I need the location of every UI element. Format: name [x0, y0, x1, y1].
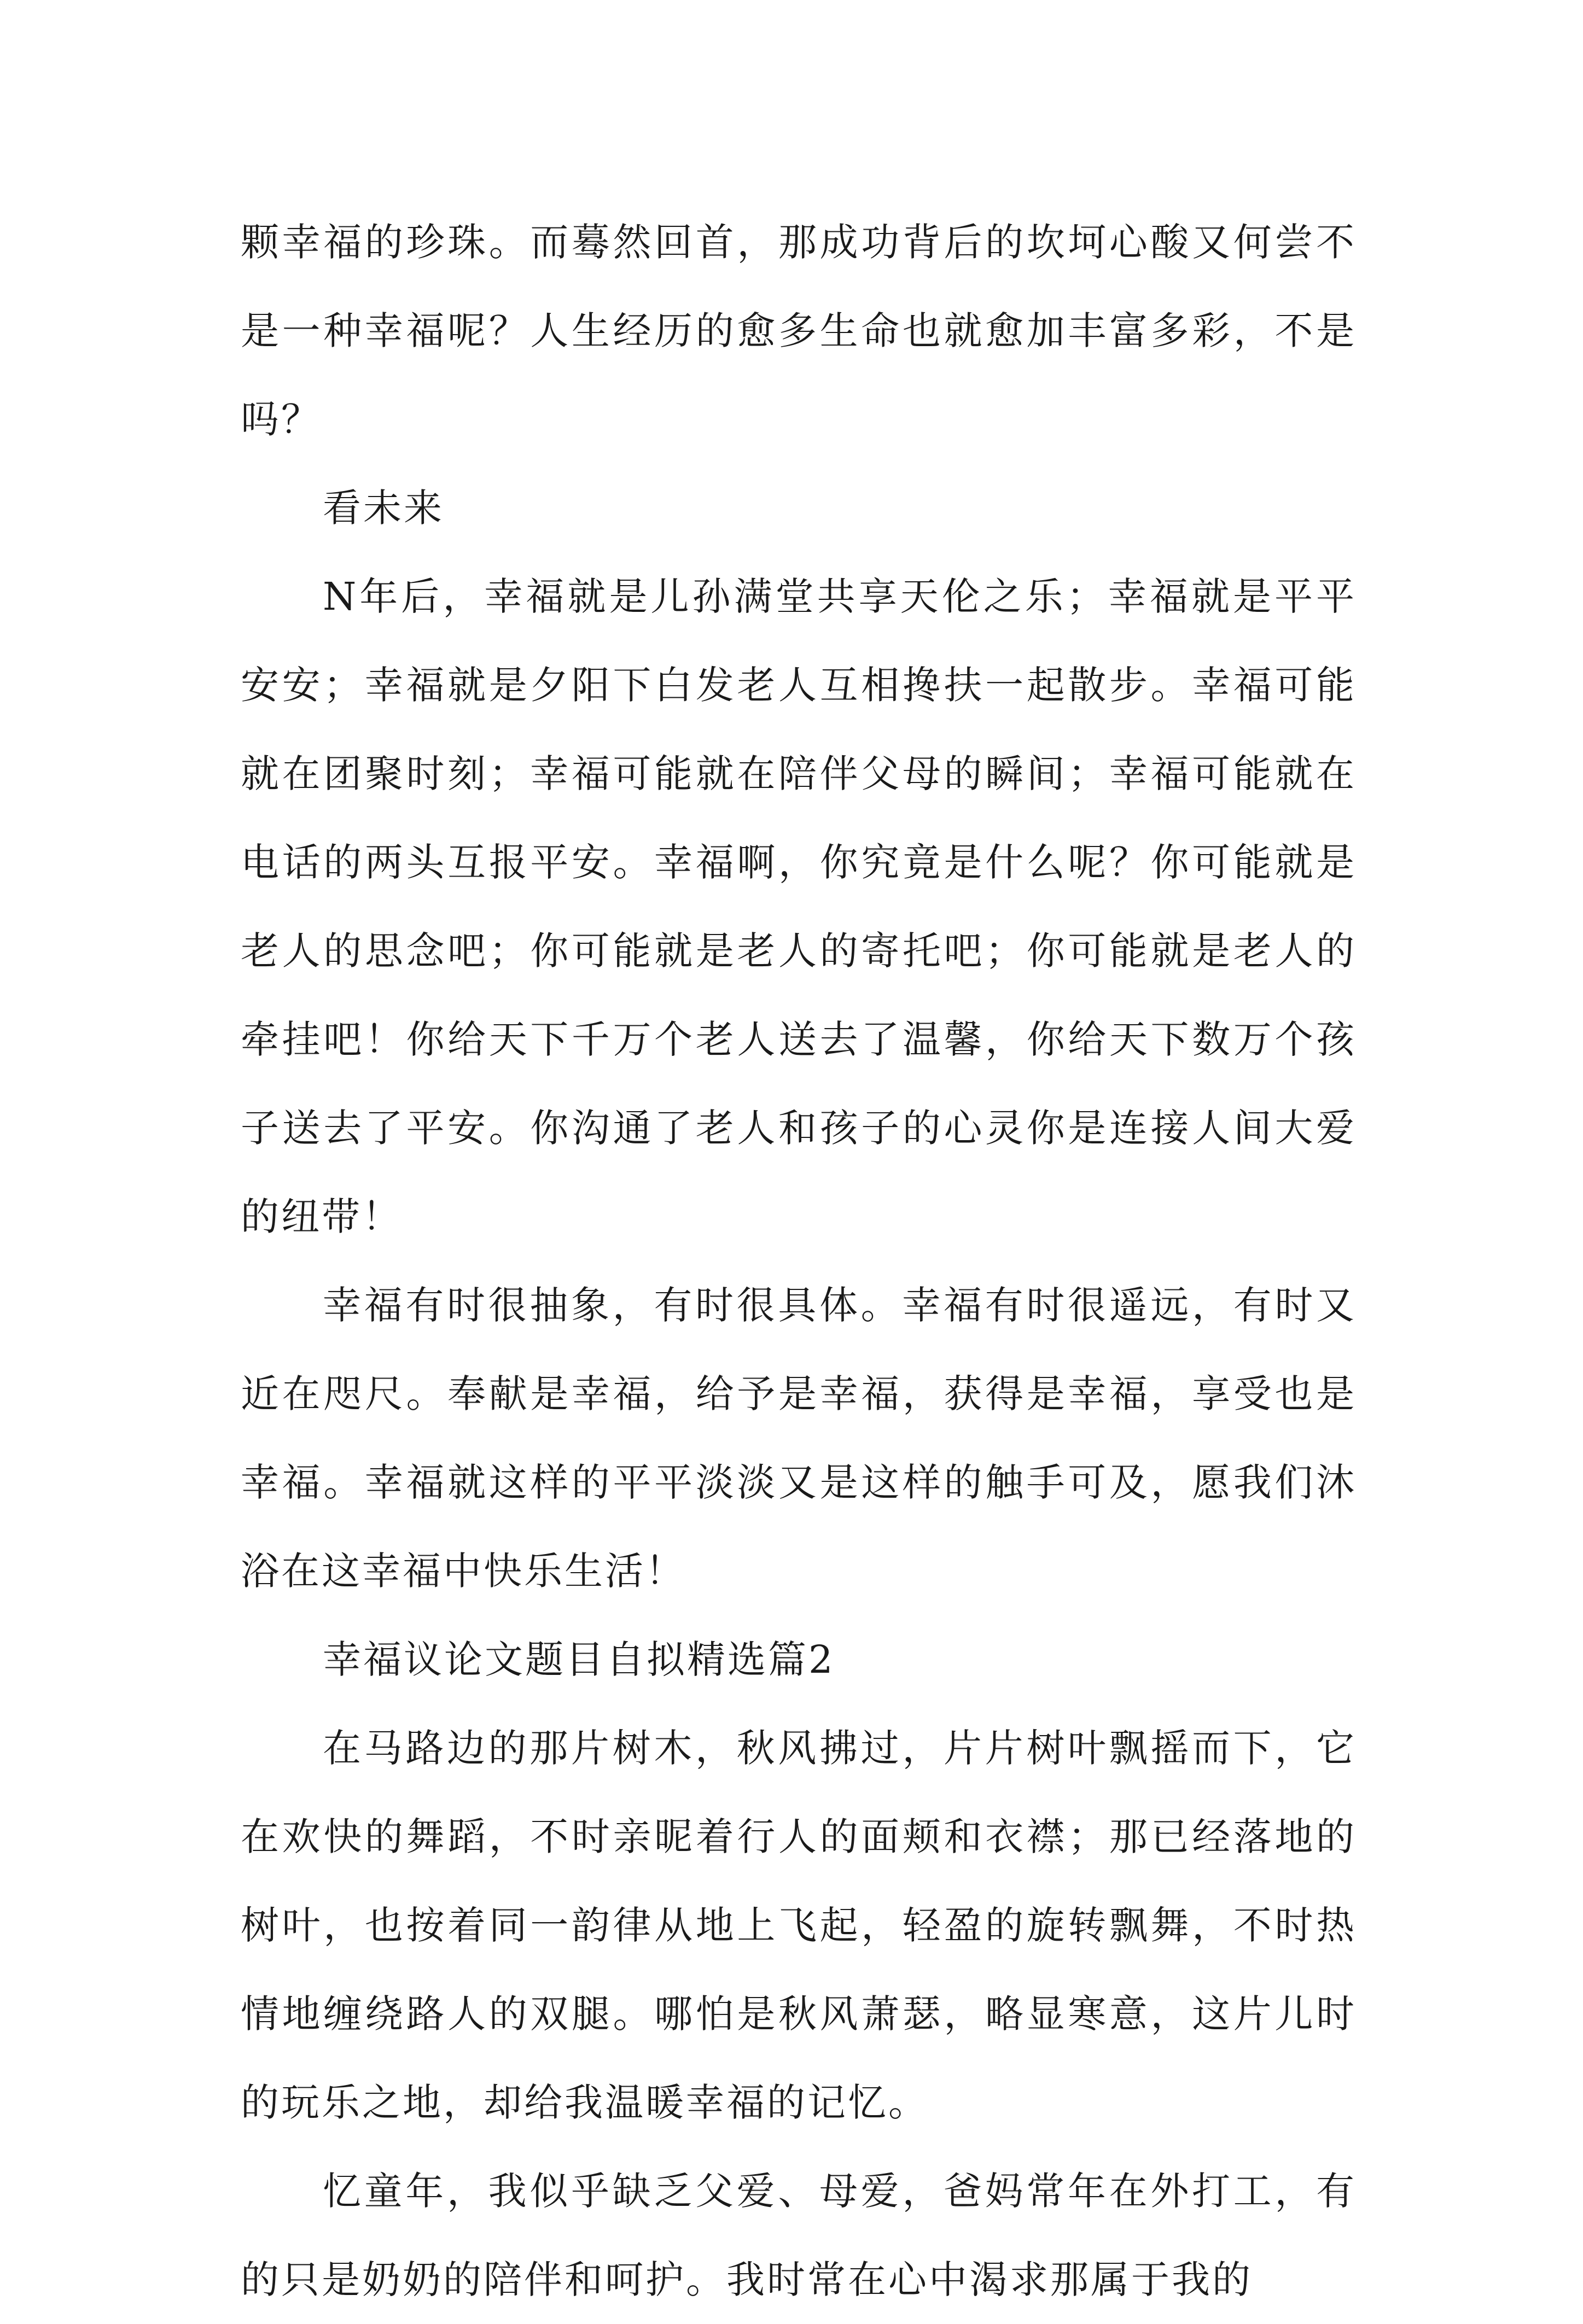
paragraph-happiness-abstract: 幸福有时很抽象，有时很具体。幸福有时很遥远，有时又近在咫尺。奉献是幸福，给予是幸福，获得是幸福，享受也是幸福。幸福就这样的平平淡淡又是这样的触手可及，愿我们沐浴在这幸福中快乐生活！: [241, 1283, 1357, 1593]
paragraph-roadside-trees: 在马路边的那片树木，秋风拂过，片片树叶飘摇而下，它在欢快的舞蹈，不时亲昵着行人的面颊和衣襟；那已经落地的树叶，也按着同一韵律从地上飞起，轻盈的旋转飘舞，不时热情地缠绕路人的双腿。哪怕是秋风萧瑟，略显寒意，这片儿时的玩乐之地，却给我温暖幸福的记忆。: [241, 1726, 1357, 2125]
section-heading-essay-2: 幸福议论文题目自拟精选篇2: [323, 1637, 835, 1682]
paragraph-n-years-later: N年后，幸福就是儿孙满堂共享天伦之乐；幸福就是平平安安；幸福就是夕阳下白发老人互相搀扶一起散步。幸福可能就在团聚时刻；幸福可能就在陪伴父母的瞬间；幸福可能就在电话的两头互报平安。幸福啊，你究竟是什么呢？你可能就是老人的思念吧；你可能就是老人的寄托吧；你可能就是老人的牵挂吧！你给天下千万个老人送去了温馨，你给天下数万个孩子送去了平安。你沟通了老人和孩子的心灵你是连接人间大爱的纽带！: [241, 574, 1357, 1239]
paragraph-childhood-memory: 忆童年，我似乎缺乏父爱、母爱，爸妈常年在外打工，有的只是奶奶的陪伴和呵护。我时常在心中渴求那属于我的: [241, 2169, 1357, 2302]
paragraph-continued: 颗幸福的珍珠。而蓦然回首，那成功背后的坎坷心酸又何尝不是一种幸福呢？人生经历的愈多生命也就愈加丰富多彩，不是吗？: [241, 220, 1357, 442]
section-heading-look-future: 看未来: [323, 486, 444, 530]
document-body: [241, 198, 1357, 2324]
